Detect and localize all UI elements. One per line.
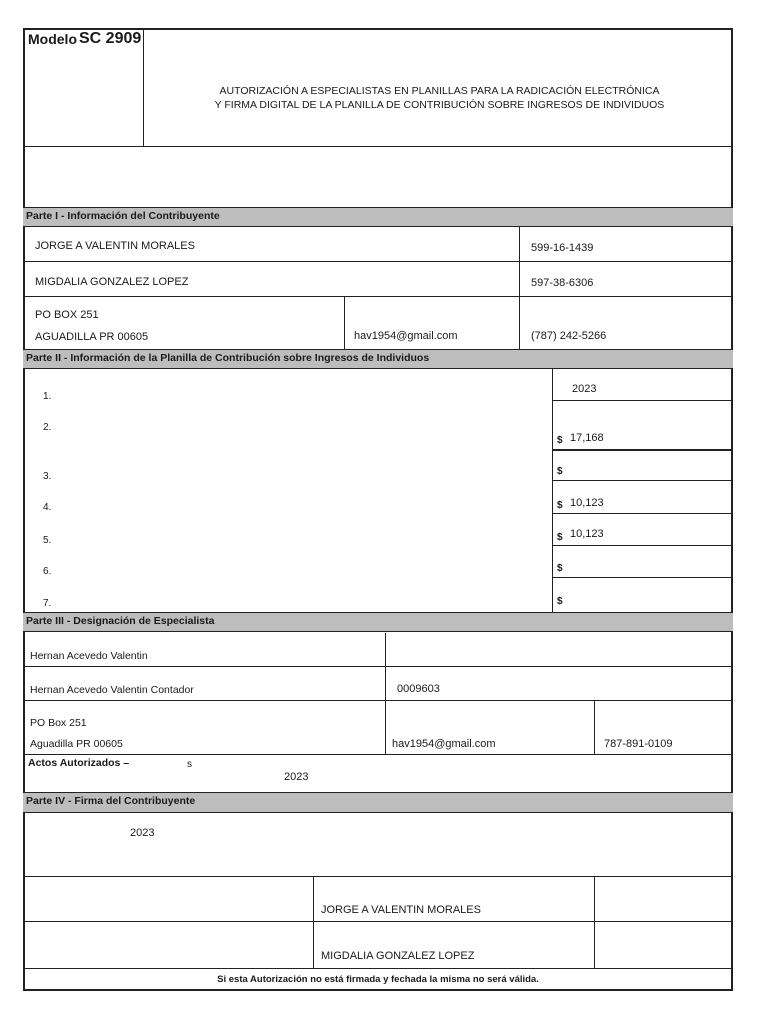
currency-sign: $ [557, 435, 563, 446]
currency-sign: $ [557, 466, 563, 477]
divider [552, 545, 733, 546]
divider [23, 261, 733, 262]
divider [594, 877, 595, 968]
line-number: 5. [43, 535, 52, 546]
part1-header: Parte I - Información del Contribuyente [23, 207, 733, 227]
specialist-address-line2: Aguadilla PR 00605 [30, 738, 123, 750]
specialist-email: hav1954@gmail.com [392, 738, 496, 750]
line-number: 2. [43, 422, 52, 433]
divider [23, 968, 733, 969]
part2-header: Parte II - Información de la Planilla de Contribución sobre Ingresos de Individuos [23, 349, 733, 369]
divider [385, 633, 386, 754]
divider [519, 262, 520, 296]
divider [552, 577, 733, 578]
signer-taxpayer-name: JORGE A VALENTIN MORALES [321, 904, 481, 916]
divider [23, 754, 733, 755]
spouse-name: MIGDALIA GONZALEZ LOPEZ [35, 276, 189, 288]
divider [552, 449, 733, 451]
divider [552, 400, 733, 401]
authorized-acts-label: Actos Autorizados – [28, 757, 130, 769]
authorized-acts-text: s [187, 759, 192, 770]
footer-note: Si esta Autorización no está firmada y fechada la misma no será válida. [217, 974, 539, 985]
currency-sign: $ [557, 596, 563, 607]
currency-sign: $ [557, 500, 563, 511]
form-title-line1: AUTORIZACIÓN A ESPECIALISTAS EN PLANILLAS PARA LA RADICACIÓN ELECTRÓNICA [219, 85, 660, 97]
divider [552, 513, 733, 514]
specialist-address-line1: PO Box 251 [30, 717, 87, 729]
divider [519, 297, 520, 349]
firm-name: Hernan Acevedo Valentin Contador [30, 684, 194, 696]
signer-spouse-name: MIGDALIA GONZALEZ LOPEZ [321, 950, 475, 962]
specialist-phone: 787-891-0109 [604, 738, 673, 750]
divider [313, 877, 314, 968]
form-title-line2: Y FIRMA DIGITAL DE LA PLANILLA DE CONTRIBUCIÓN SOBRE INGRESOS DE INDIVIDUOS [214, 99, 665, 111]
line-value: 10,123 [570, 497, 604, 509]
part4-header: Parte IV - Firma del Contribuyente [23, 792, 733, 813]
line-number: 3. [43, 471, 52, 482]
taxpayer-name: JORGE A VALENTIN MORALES [35, 240, 195, 252]
line-value: 10,123 [570, 528, 604, 540]
divider [23, 876, 733, 877]
divider [23, 296, 733, 297]
divider [23, 700, 733, 701]
divider [519, 227, 520, 261]
divider [23, 921, 733, 922]
divider [594, 701, 595, 754]
taxpayer-address-line2: AGUADILLA PR 00605 [35, 331, 149, 343]
taxpayer-phone: (787) 242-5266 [531, 330, 607, 342]
part3-header: Parte III - Designación de Especialista [23, 612, 733, 632]
signature-year: 2023 [130, 827, 155, 839]
line-number: 7. [43, 598, 52, 609]
model-label: Modelo [28, 31, 77, 47]
line-number: 4. [43, 502, 52, 513]
model-number: SC 2909 [79, 30, 142, 47]
divider [344, 297, 345, 349]
divider [23, 146, 733, 147]
line-value: 17,168 [570, 432, 604, 444]
taxpayer-email: hav1954@gmail.com [354, 330, 458, 342]
specialist-name: Hernan Acevedo Valentin [30, 650, 148, 662]
divider [23, 666, 733, 667]
currency-sign: $ [557, 563, 563, 574]
line-value: 2023 [572, 383, 597, 395]
form-frame [23, 28, 733, 991]
line-number: 1. [43, 391, 52, 402]
spouse-ssn: 597-38-6306 [531, 277, 594, 289]
specialist-registration: 0009603 [397, 683, 440, 695]
authorized-acts-year: 2023 [284, 771, 309, 783]
currency-sign: $ [557, 532, 563, 543]
taxpayer-address-line1: PO BOX 251 [35, 309, 99, 321]
divider [552, 480, 733, 481]
taxpayer-ssn: 599-16-1439 [531, 242, 594, 254]
line-number: 6. [43, 566, 52, 577]
